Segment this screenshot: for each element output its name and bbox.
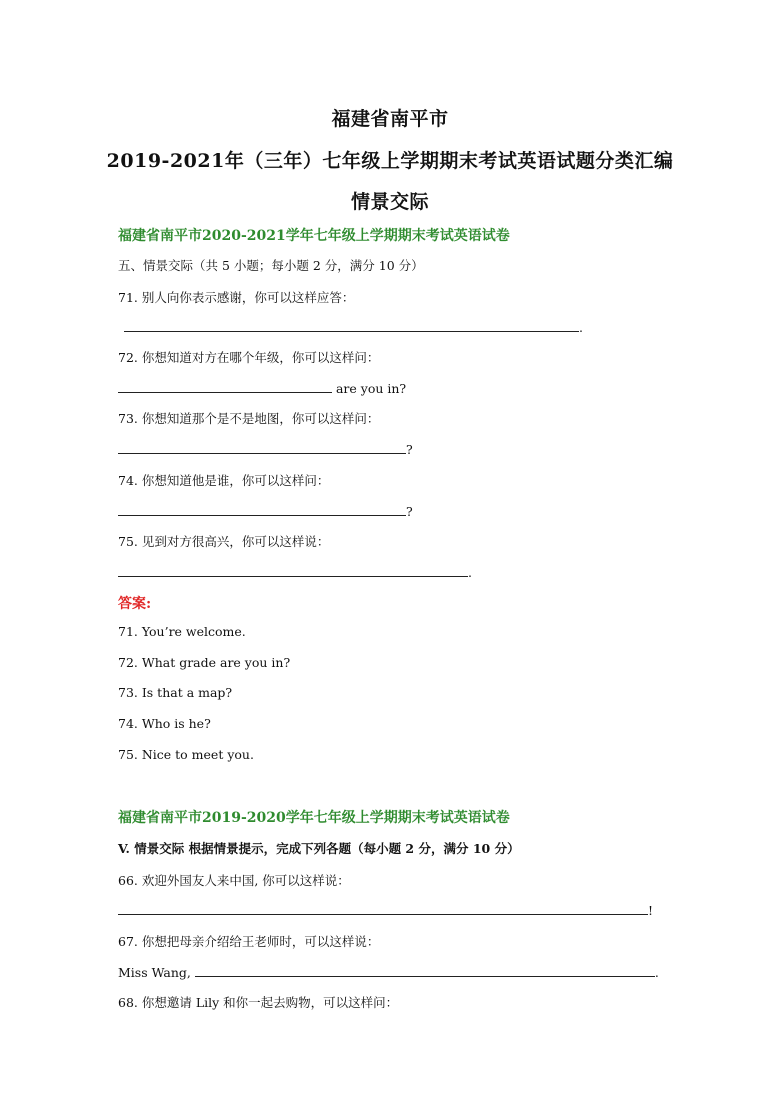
answer-74: 74. Who is he? xyxy=(118,716,211,731)
blank-67[interactable] xyxy=(195,963,655,977)
blank-67-prefix: Miss Wang, xyxy=(118,965,195,980)
blank-72[interactable] xyxy=(118,379,332,393)
question-74: 74. 你想知道他是谁，你可以这样问： xyxy=(118,473,330,488)
section2-heading: 福建省南平市2019-2020学年七年级上学期期末考试英语试卷 xyxy=(118,810,510,826)
answer-72: 72. What grade are you in? xyxy=(118,655,291,670)
answer-line-72 xyxy=(118,379,406,396)
blank-71[interactable] xyxy=(124,318,579,332)
question-68: 68. 你想邀请 Lily 和你一起去购物，可以这样问： xyxy=(118,995,399,1010)
answer-line-67 xyxy=(118,963,659,980)
question-73: 73. 你想知道那个是不是地图，你可以这样问： xyxy=(118,411,380,426)
question-72: 72. 你想知道对方在哪个年级，你可以这样问： xyxy=(118,350,380,365)
title-topic: 情景交际 xyxy=(350,191,429,213)
title-main: 2019-2021年（三年）七年级上学期期末考试英语试题分类汇编 xyxy=(106,150,674,172)
blank-74-end: ? xyxy=(406,504,413,519)
answer-line-66 xyxy=(118,901,653,918)
title-region: 福建省南平市 xyxy=(331,108,449,130)
question-66: 66. 欢迎外国友人来中国, 你可以这样说： xyxy=(118,873,350,888)
answer-71: 71. You’re welcome. xyxy=(118,624,246,639)
blank-66[interactable] xyxy=(118,901,648,915)
section2-instruction: V. 情景交际 根据情景提示，完成下列各题（每小题 2 分，满分 10 分） xyxy=(118,841,520,856)
blank-73[interactable] xyxy=(118,440,406,454)
answer-line-73 xyxy=(118,440,413,457)
question-71: 71. 别人向你表示感谢，你可以这样应答： xyxy=(118,290,355,305)
blank-71-end: . xyxy=(579,320,583,335)
section1-heading: 福建省南平市2020-2021学年七年级上学期期末考试英语试卷 xyxy=(118,228,510,244)
answer-line-71 xyxy=(118,318,583,335)
blank-72-end: are you in? xyxy=(332,381,407,396)
answer-line-75 xyxy=(118,563,472,580)
blank-74[interactable] xyxy=(118,502,406,516)
blank-75-end: . xyxy=(468,565,472,580)
question-75: 75. 见到对方很高兴，你可以这样说： xyxy=(118,534,330,549)
answer-label: 答案: xyxy=(118,596,152,612)
blank-75[interactable] xyxy=(118,563,468,577)
section1-instruction: 五、情景交际（共 5 小题；每小题 2 分，满分 10 分） xyxy=(118,258,424,273)
answer-73: 73. Is that a map? xyxy=(118,685,233,700)
answer-line-74 xyxy=(118,502,413,519)
answer-75: 75. Nice to meet you. xyxy=(118,747,254,762)
blank-67-end: . xyxy=(654,965,659,980)
blank-73-end: ? xyxy=(406,442,413,457)
blank-66-end: ! xyxy=(648,903,654,918)
question-67: 67. 你想把母亲介绍给王老师时，可以这样说： xyxy=(118,934,380,949)
